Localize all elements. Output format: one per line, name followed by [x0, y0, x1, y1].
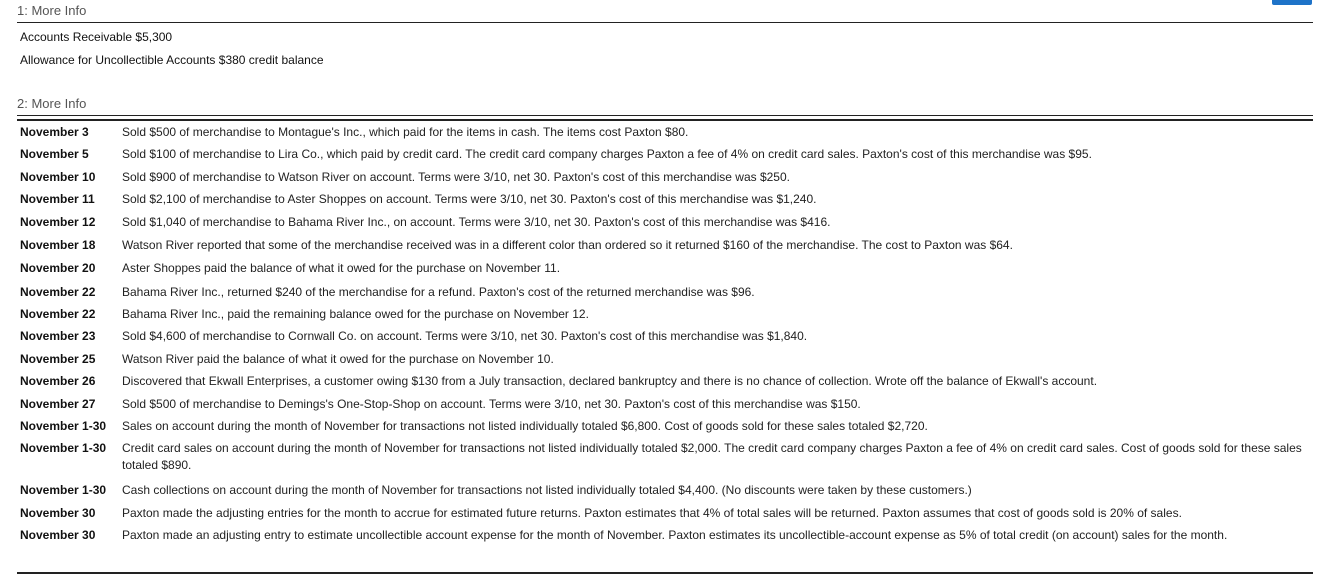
row-description: Sold $4,600 of merchandise to Cornwall Co. on account. Terms were 3/10, net 30. Paxton's cost of this merchandise was $1,840. [122, 329, 808, 343]
section2-divider-top [17, 115, 1313, 116]
row-date: November 27 [20, 397, 96, 411]
top-right-button[interactable] [1272, 0, 1312, 5]
row-date: November 10 [20, 170, 96, 184]
row-description: Bahama River Inc., paid the remaining balance owed for the purchase on November 12. [122, 307, 589, 321]
row-date: November 22 [20, 285, 96, 299]
row-description: Cash collections on account during the month of November for transactions not listed individually totaled $4,400. (No discounts were taken by these customers.) [122, 483, 972, 497]
row-date: November 23 [20, 329, 96, 343]
section2-title: 2: More Info [17, 96, 87, 111]
row-date: November 20 [20, 261, 96, 275]
table-row [20, 373, 1313, 396]
row-description: Discovered that Ekwall Enterprises, a customer owing $130 from a July transaction, declared bankruptcy and there is no chance of collection. Wrote off the balance of Ekwall's account. [122, 374, 1098, 388]
table-row [20, 169, 1313, 191]
row-date: November 1-30 [20, 441, 107, 455]
table-row [20, 306, 1313, 328]
table-row [20, 260, 1313, 284]
row-description: Paxton made the adjusting entries for the month to accrue for estimated future returns. Paxton estimates that 4% of total sales will be returned. Paxton assumes that cost of goods sold is 20% of sales. [122, 506, 1182, 520]
section1-title: 1: More Info [17, 3, 87, 18]
row-date: November 25 [20, 352, 96, 366]
row-date: November 12 [20, 215, 96, 229]
row-description: Paxton made an adjusting entry to estimate uncollectible account expense for the month of November. Paxton estimates its uncollectible-account expense as 5% of total credit (on account) sales for the month. [122, 528, 1228, 542]
row-date: November 22 [20, 307, 96, 321]
row-date: November 30 [20, 528, 96, 542]
row-date: November 1-30 [20, 419, 107, 433]
table-row [20, 237, 1313, 260]
table-row [20, 124, 1313, 146]
row-description: Bahama River Inc., returned $240 of the merchandise for a refund. Paxton's cost of the returned merchandise was $96. [122, 285, 755, 299]
row-date: November 3 [20, 125, 89, 139]
table-row [20, 146, 1313, 169]
row-description: Watson River reported that some of the merchandise received was in a different color than ordered so it returned $160 of the merchandise. The cost to Paxton was $64. [122, 238, 1013, 252]
table-row [20, 191, 1313, 214]
row-description: Sold $1,040 of merchandise to Bahama River Inc., on account. Terms were 3/10, net 30. Paxton's cost of this merchandise was $416. [122, 215, 831, 229]
row-date: November 26 [20, 374, 96, 388]
row-description: Sold $100 of merchandise to Lira Co., which paid by credit card. The credit card company charges Paxton a fee of 4% on credit card sales. Paxton's cost of this merchandise was $95. [122, 147, 1092, 161]
table-row [20, 527, 1313, 567]
row-description: Credit card sales on account during the month of November for transactions not listed individually totaled $2,000. The credit card company charges Paxton a fee of 4% on credit card sales. Cost of goods sold for these sales totaled $890. [122, 441, 1302, 472]
accounts-receivable-line: Accounts Receivable $5,300 [20, 30, 173, 44]
row-date: November 30 [20, 506, 96, 520]
row-date: November 18 [20, 238, 96, 252]
row-description: Sold $500 of merchandise to Montague's Inc., which paid for the items in cash. The items cost Paxton $80. [122, 125, 689, 139]
row-date: November 1-30 [20, 483, 107, 497]
row-description: Sold $900 of merchandise to Watson River on account. Terms were 3/10, net 30. Paxton's cost of this merchandise was $250. [122, 170, 790, 184]
table-row [20, 482, 1313, 505]
table-bottom-border [17, 572, 1313, 574]
row-description: Sold $500 of merchandise to Demings's One-Stop-Shop on account. Terms were 3/10, net 30. Paxton's cost of this merchandise was $150. [122, 397, 861, 411]
table-row [20, 214, 1313, 237]
row-description: Sales on account during the month of November for transactions not listed individually totaled $6,800. Cost of goods sold for these sales totaled $2,720. [122, 419, 928, 433]
table-row [20, 396, 1313, 418]
row-date: November 11 [20, 192, 95, 206]
allowance-line: Allowance for Uncollectible Accounts $380 credit balance [20, 53, 324, 67]
table-row [20, 351, 1313, 373]
table-row [20, 505, 1313, 527]
section1-divider [17, 22, 1313, 23]
row-description: Aster Shoppes paid the balance of what it owed for the purchase on November 11. [122, 261, 561, 275]
row-description: Watson River paid the balance of what it owed for the purchase on November 10. [122, 352, 554, 366]
table-row [20, 440, 1313, 482]
transactions-table [20, 124, 1313, 567]
row-description: Sold $2,100 of merchandise to Aster Shoppes on account. Terms were 3/10, net 30. Paxton's cost of this merchandise was $1,240. [122, 192, 817, 206]
table-top-border [17, 119, 1313, 121]
row-date: November 5 [20, 147, 89, 161]
table-row [20, 418, 1313, 440]
table-row [20, 328, 1313, 351]
table-row [20, 284, 1313, 306]
